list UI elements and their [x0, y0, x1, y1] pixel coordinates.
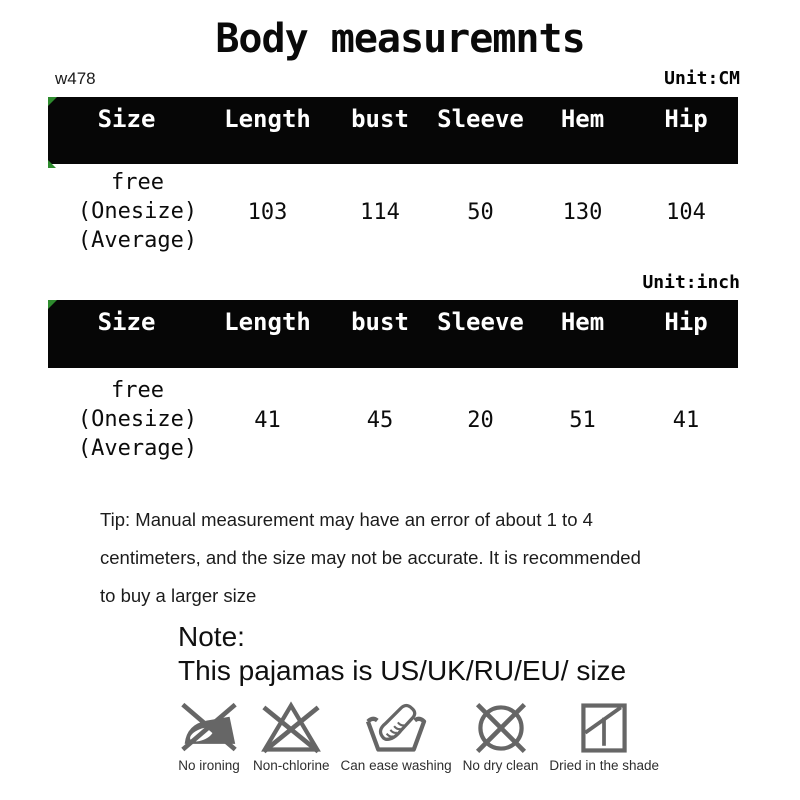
care-label: No dry clean: [462, 758, 539, 773]
dry-in-shade-icon: [571, 699, 637, 757]
header-cell-length: Length: [224, 308, 311, 336]
tip-line: centimeters, and the size may not be accurate. It is recommended: [100, 547, 641, 568]
header-cell-hem: Hem: [560, 105, 605, 133]
value-cell-sleeve: 20: [467, 407, 494, 433]
value-cell-bust: 45: [366, 407, 394, 433]
care-label: No ironing: [178, 758, 240, 773]
note-text: This pajamas is US/UK/RU/EU/ size: [178, 655, 627, 686]
inch-table-header-bar: [48, 300, 738, 368]
care-label: Can ease washing: [340, 758, 452, 773]
care-item-non-chlorine: [253, 699, 330, 773]
green-corner-mark: [48, 160, 56, 168]
value-cell-hem: 130: [562, 199, 603, 225]
green-corner-mark: [48, 300, 57, 309]
note-block: [178, 620, 626, 688]
no-ironing-icon: [176, 699, 242, 757]
inch-table-row: [48, 376, 738, 464]
care-item-hand-wash: [341, 699, 452, 773]
header-cell-hem: Hem: [560, 308, 605, 336]
header-cell-size: Size: [97, 105, 156, 133]
value-cell-bust: 114: [360, 199, 400, 225]
value-cell-length: 103: [247, 199, 288, 225]
header-cell-size: Size: [97, 308, 156, 336]
care-item-dry-in-shade: [549, 699, 659, 773]
value-cell-sleeve: 50: [467, 199, 494, 225]
value-cell-hip: 41: [672, 407, 700, 433]
measurement-tip: [100, 501, 700, 615]
care-item-no-dry-clean: [463, 699, 539, 773]
care-label: Non-chlorine: [253, 758, 330, 773]
no-dry-clean-icon: [468, 699, 534, 757]
size-line: (Average): [77, 228, 198, 253]
header-cell-bust: bust: [351, 308, 409, 336]
care-item-no-ironing: [176, 699, 242, 773]
unit-label-cm: Unit:CM: [664, 68, 740, 89]
tip-line: to buy a larger size: [100, 585, 257, 606]
hand-wash-icon: [363, 699, 429, 757]
header-cell-sleeve: Sleeve: [437, 308, 524, 336]
cm-table-header-bar: [48, 97, 738, 164]
header-cell-hip: Hip: [664, 105, 708, 133]
value-cell-hem: 51: [569, 407, 596, 433]
non-chlorine-icon: [258, 699, 324, 757]
size-line: (Average): [77, 436, 198, 461]
header-cell-length: Length: [224, 105, 311, 133]
value-cell-length: 41: [254, 407, 281, 433]
size-line: (Onesize): [77, 407, 198, 432]
note-heading: Note:: [178, 621, 245, 652]
header-cell-bust: bust: [351, 105, 409, 133]
size-line: free: [111, 378, 164, 403]
green-corner-mark: [48, 97, 57, 106]
unit-label-inch: Unit:inch: [642, 272, 740, 293]
page-title: Body measuremnts: [215, 16, 585, 62]
cm-table-row: [48, 168, 738, 256]
size-cell: [48, 376, 205, 464]
size-line: free: [111, 170, 164, 195]
size-cell: [48, 168, 205, 256]
size-line: (Onesize): [77, 199, 198, 224]
header-cell-sleeve: Sleeve: [437, 105, 524, 133]
care-instructions: [176, 699, 659, 773]
tip-line: Tip: Manual measurement may have an error of about 1 to 4: [100, 509, 593, 530]
header-cell-hip: Hip: [664, 308, 708, 336]
value-cell-hip: 104: [666, 199, 706, 225]
product-code: w478: [55, 69, 96, 88]
care-label: Dried in the shade: [549, 758, 659, 773]
